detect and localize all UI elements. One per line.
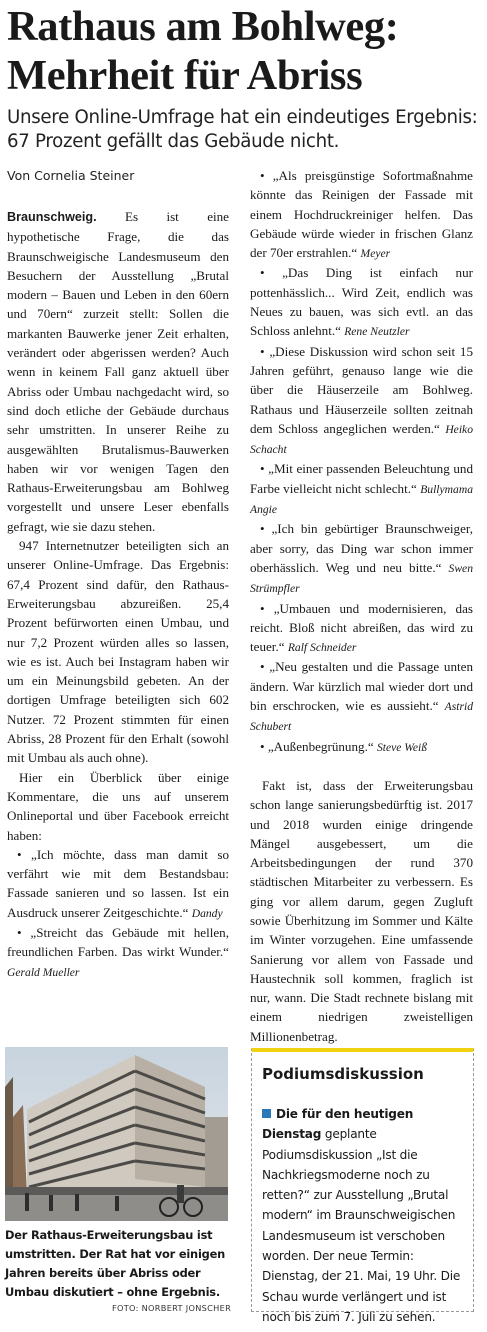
intro-paragraph <box>7 207 229 536</box>
comment-author: Swen Strümpfler <box>250 561 473 596</box>
square-bullet-icon <box>262 1109 271 1118</box>
spacer <box>250 757 473 776</box>
headline <box>7 2 483 100</box>
comments-intro: Hier ein Überblick über einige Kommentare, die uns auf unserem Onlineportal und über Facebook erreicht haben: <box>7 769 229 843</box>
byline: Von Cornelia Steiner <box>7 168 135 183</box>
infobox-text: geplante Podiumsdiskussion „Ist die Nachkriegsmoderne noch zu retten?“ zur Ausstellung „Brutal modern“ im Braunschweigischen Landesmuseum ist verschoben worden. Der neue Termin: Dienstag, der 21. Mai, 19 Uhr. Die Schau wurde verlängert und ist noch bis zum 7. Juli zu sehen. <box>262 1127 461 1324</box>
headline-line-1: Rathaus am Bohlweg: <box>7 3 399 50</box>
photo-caption: Der Rathaus-Erweiterungsbau ist umstritten. Der Rat hat vor einigen Jahren bereits über Abriss oder Umbau diskutiert – ohne Ergebnis. <box>5 1228 226 1299</box>
rathaus-building-image <box>5 1047 228 1221</box>
article-column-1 <box>7 207 229 982</box>
dateline: Braunschweig. <box>7 210 97 224</box>
comment-author: Dandy <box>191 906 223 920</box>
comment-author: Heiko Schacht <box>250 422 473 457</box>
comment-4: • „Das Ding ist einfach nur pottenhässlich... Wird Zeit, endlich was Neues zu bauen, was sich evtl. an das Schloss anlehnt.“ Rene Neutzler <box>250 265 473 339</box>
infobox-title: Podiumsdiskussion <box>262 1065 424 1083</box>
survey-paragraph: 947 Internetnutzer beteiligten sich an unserer Online-Umfrage. Das Ergebnis: 67,4 Prozent sind dafür, den Rathaus-Erweiterungsbau abzureißen. 25,4 Prozent befürworten einen Umbau, und nur 7,2 Prozent würden alles so lassen, wie es ist. Auch bei Instagram haben wir um ein Meinungsbild gebeten. An der dortigen Umfrage beteiligten sich 602 Nutzer. 72 Prozent stimmten für einen Abriss, 28 Prozent für den Erhalt (sowohl mit Umbau als auch ohne). <box>7 538 229 766</box>
comment-author: Meyer <box>360 247 391 261</box>
building-photo <box>5 1047 228 1221</box>
conclusion-paragraph: Fakt ist, dass der Erweiterungsbau schon lange sanierungsbedürftig ist. 2017 und 2018 wurden einige dringende Mängel ausgebessert, um die Arbeitsbedingungen der rund 370 städtischen Mitarbeiter zu verbessern. Es ging vor allem darum, gegen Zugluft sowie Überhitzung im Sommer und Kälte im Winter vorzugehen. Eine umfassende Sanierung vor allem von Fassade und Haustechnik soll kommen, fraglich ist nur, wann. Die Stadt rechnete bislang mit einem niedrigen zweistelligen Millionenbetrag. <box>250 777 473 1044</box>
infobox-body <box>262 1104 464 1327</box>
comment-3: • „Als preisgünstige Sofortmaßnahme könnte das Reinigen der Fassade mit einem Hochdruckreiniger helfen. Das Gebäude würde wieder in frischen Glanz der 70er erstrahlen.“ Meyer <box>250 168 473 261</box>
comment-2: • „Streicht das Gebäude mit hellen, freundlichen Farben. Das wirkt Wunder.“ Gerald Mueller <box>7 924 229 979</box>
comment-1: • „Ich möchte, dass man damit so verfährt wie mit dem Bestandsbau: Fassade sanieren und so lassen. Ist ein Ausdruck unserer Zeitgeschichte.“ Dandy <box>7 846 229 920</box>
intro-text: Es ist eine hypothetische Frage, die das Braunschweigische Landesmuseum den Besuchern der Ausstellung „Brutal modern – Bauen und Leben in den 60ern und 70ern“ zurzeit stellt: Sollen die markanten Bauwerke jener Zeit erhalten, verändert oder abgerissen werden? Auch wenn in keinem Fall ganz aktuell über Abriss oder Umbau nachgedacht wird, so sind doch etliche der Gebäude durchaus sehr umstritten. In unserer Reihe zu ausgewählten Brutalismus-Bauwerken haben wir vor wenigen Tagen den Rathaus-Erweiterungsbau am Bohlweg vorgestellt und unsere Leser ebenfalls gefragt, wie sie dazu stehen. <box>7 209 229 534</box>
photo-credit: FOTO: NORBERT JONSCHER <box>112 1303 232 1313</box>
comment-8: • „Umbauen und modernisieren, das reicht. Bloß nicht abreißen, das wird zu teuer.“ Ralf Schneider <box>250 600 473 655</box>
comment-7: • „Ich bin gebürtiger Braunschweiger, aber sorry, das Ding war schon immer oberhässlich. Weg und neu bitte.“ Swen Strümpfler <box>250 521 473 596</box>
comment-5: • „Diese Diskussion wird schon seit 15 Jahren geführt, genauso lange wie die über die Häuserzeile am Bohlweg. Rathaus und Häuserzeile sollten zeitnah dem Schloss angeglichen werden.“ Heiko Schacht <box>250 343 473 457</box>
infobox <box>251 1048 474 1324</box>
comment-author: Gerald Mueller <box>7 965 80 979</box>
comment-author: Steve Weiß <box>376 740 428 754</box>
comment-6: • „Mit einer passenden Beleuchtung und Farbe vielleicht nicht schlecht.“ Bullymama Angie <box>250 461 473 517</box>
comment-10: • „Außenbegrünung.“ Steve Weiß <box>260 738 428 754</box>
headline-line-2: Mehrheit für Abriss <box>7 52 363 99</box>
deck-subtitle: Unsere Online-Umfrage hat ein eindeutiges Ergebnis: 67 Prozent gefällt das Gebäude nicht. <box>7 107 478 152</box>
comment-author: Ralf Schneider <box>287 641 357 655</box>
infobox-lead: Die für den heutigen Dienstag <box>262 1107 414 1142</box>
comment-author: Astrid Schubert <box>250 700 473 734</box>
comment-author: Bullymama Angie <box>250 482 473 517</box>
article-column-2 <box>250 166 473 1046</box>
comment-author: Rene Neutzler <box>344 325 410 339</box>
comment-9: • „Neu gestalten und die Passage unten ändern. War kürzlich mal wieder dort und bin erschrocken, wie es aussieht.“ Astrid Schubert <box>250 659 473 734</box>
